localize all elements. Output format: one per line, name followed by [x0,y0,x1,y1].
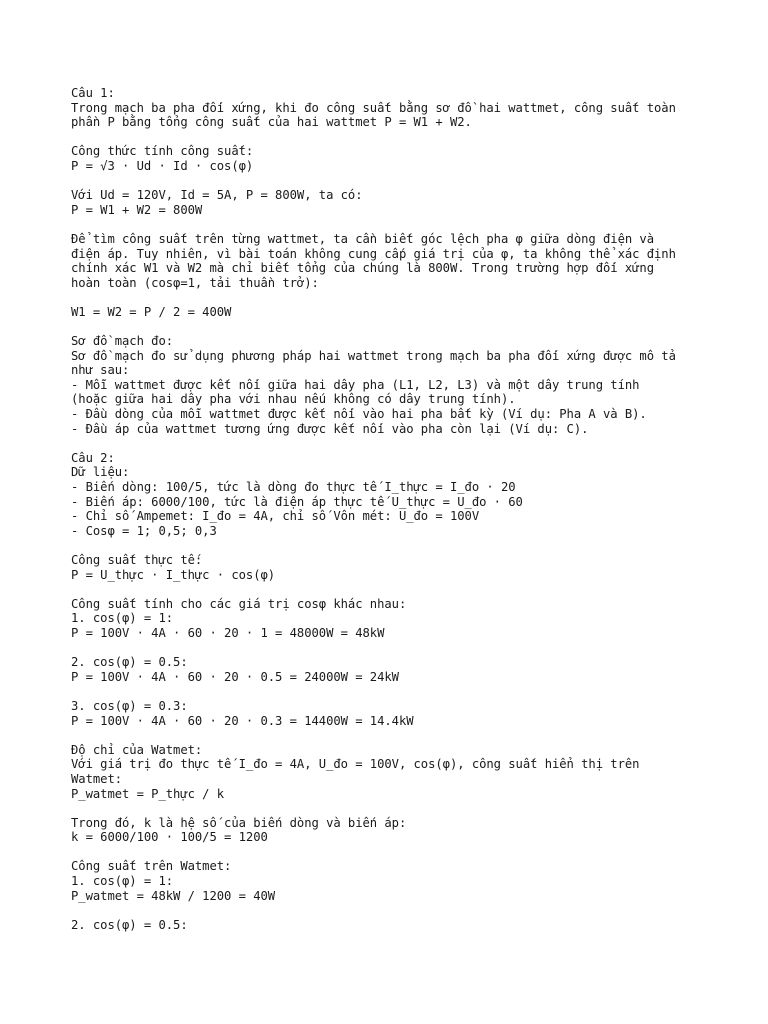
text-line: P = 100V · 4A · 60 · 20 · 0.5 = 24000W = 24kW [71,669,399,684]
paragraph [71,232,711,290]
paragraph [71,816,711,845]
text-line: P = √3 · Ud · Id · cos(φ) [71,158,254,173]
text-line: (hoặc giữa hai dây pha với nhau nếu không có dây trung tính). [71,392,516,407]
paragraph [71,918,711,933]
text-line: Sơ đồ mạch đo sử dụng phương pháp hai wattmet trong mạch ba pha đối xứng được mô tả [71,348,676,363]
text-line: - Chỉ số Ampemet: I_đo = 4A, chỉ số Vôn mét: U_đo = 100V [71,509,480,524]
paragraph [71,86,711,130]
text-line: Độ chỉ của Watmet: [71,742,203,757]
text-line: Với giá trị đo thực tế I_đo = 4A, U_đo = 100V, cos(φ), công suất hiển thị trên [71,757,640,772]
paragraph [71,743,711,801]
text-line: Để tìm công suất trên từng wattmet, ta cần biết góc lệch pha φ giữa dòng điện và [71,231,655,246]
text-line: như sau: [71,363,130,378]
paragraph [71,553,711,582]
text-line: Watmet: [71,771,123,786]
text-line: P_watmet = 48kW / 1200 = 40W [71,888,276,903]
text-line: - Biến dòng: 100/5, tức là dòng đo thực tế I_thực = I_đo · 20 [71,480,516,495]
text-line: W1 = W2 = P / 2 = 400W [71,304,232,319]
text-line: hoàn toàn (cosφ=1, tải thuần trở): [71,275,319,290]
paragraph [71,451,711,539]
text-line: 1. cos(φ) = 1: [71,611,174,626]
text-line: Công thức tính công suất: [71,144,254,159]
text-line: Công suất trên Watmet: [71,859,232,874]
text-line: Với Ud = 120V, Id = 5A, P = 800W, ta có: [71,188,363,203]
paragraph [71,597,711,641]
text-line: Công suất thực tế: [71,553,203,567]
text-line: 2. cos(φ) = 0.5: [71,917,188,932]
text-line: Câu 2: [71,450,115,465]
paragraph [71,305,711,320]
text-line: điện áp. Tuy nhiên, vì bài toán không cung cấp giá trị của φ, ta không thể xác định [71,246,676,261]
text-line: - Cosφ = 1; 0,5; 0,3 [71,523,217,538]
text-line: chính xác W1 và W2 mà chỉ biết tổng của chúng là 800W. Trong trường hợp đối xứng [71,261,655,276]
paragraph [71,859,711,903]
paragraph [71,655,711,684]
paragraph [71,144,711,173]
text-line: phần P bằng tổng công suất của hai wattmet P = W1 + W2. [71,115,472,130]
paragraph [71,188,711,217]
text-line: - Đầu áp của wattmet tương ứng được kết nối vào pha còn lại (Ví dụ: C). [71,421,589,436]
text-line: k = 6000/100 · 100/5 = 1200 [71,830,268,845]
text-line: - Đầu dòng của mỗi wattmet được kết nối vào hai pha bất kỳ (Ví dụ: Pha A và B). [71,407,647,422]
paragraph [71,334,711,436]
text-line: P = W1 + W2 = 800W [71,202,203,217]
text-line: - Mỗi wattmet được kết nối giữa hai dây pha (L1, L2, L3) và một dây trung tính [71,377,640,392]
text-line: Trong mạch ba pha đối xứng, khi đo công suất bằng sơ đồ hai wattmet, công suất toàn [71,100,676,115]
text-line: 3. cos(φ) = 0.3: [71,698,188,713]
text-line: - Biến áp: 6000/100, tức là điện áp thực tế U_thực = U_đo · 60 [71,494,523,509]
text-line: Câu 1: [71,86,115,100]
text-line: P = 100V · 4A · 60 · 20 · 1 = 48000W = 48kW [71,625,385,640]
text-line: P_watmet = P_thực / k [71,786,225,801]
text-line: Dữ liệu: [71,465,130,480]
text-line: P = U_thực · I_thực · cos(φ) [71,567,276,582]
text-line: P = 100V · 4A · 60 · 20 · 0.3 = 14400W = 14.4kW [71,713,414,728]
text-line: Công suất tính cho các giá trị cosφ khác nhau: [71,596,407,611]
text-line: Trong đó, k là hệ số của biến dòng và biến áp: [71,815,407,830]
paragraph [71,699,711,728]
text-line: 1. cos(φ) = 1: [71,874,174,889]
text-line: 2. cos(φ) = 0.5: [71,655,188,670]
document-body [71,86,711,947]
text-line: Sơ đồ mạch đo: [71,334,174,349]
